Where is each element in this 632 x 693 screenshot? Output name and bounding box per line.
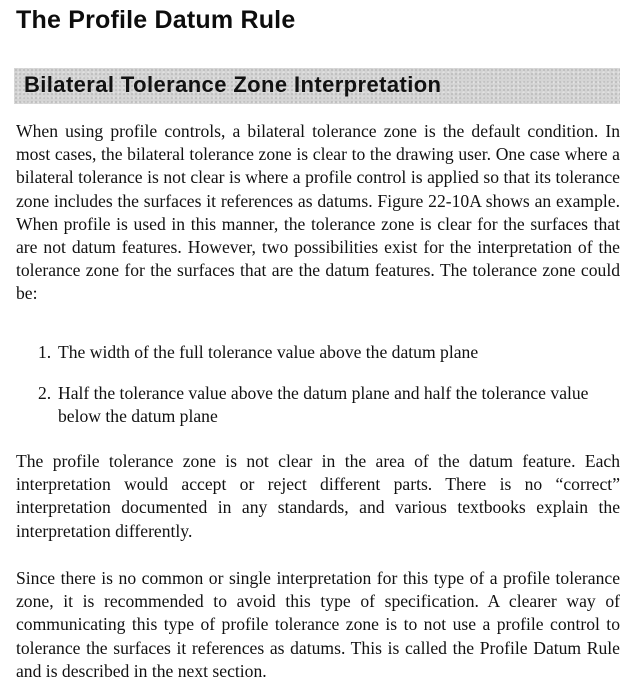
interpretation-list-1: [38, 341, 620, 364]
page-title: The Profile Datum Rule: [16, 6, 296, 34]
list-item-text: Half the tolerance value above the datum plane and half the tolerance value below the datum plane: [58, 383, 589, 427]
paragraph-intro: When using profile controls, a bilateral tolerance zone is the default condition. In most cases, the bilateral tolerance zone is clear to the drawing user. One case where a bilateral tolerance is not clear is where a profile control is applied so that its tolerance zone includes the surfaces it references as datums. Figure 22-10A shows an example. When profile is used in this manner, the tolerance zone is clear for the surfaces that are not datum features. However, two possibilities exist for the interpretation of the tolerance zone for the surfaces that are the datum features. The tolerance zone could be:: [16, 121, 620, 304]
section-heading: Bilateral Tolerance Zone Interpretation: [24, 72, 442, 97]
list-item: [38, 341, 620, 364]
list-item-text: The width of the full tolerance value above the datum plane: [58, 342, 479, 362]
list-item: [38, 382, 620, 428]
paragraph-recommendation: Since there is no common or single interpretation for this type of a profile tolerance zone, it is recommended to avoid this type of specification. A clearer way of communicating this type of profile tolerance zone is to not use a profile control to tolerance the surfaces it references as datums. This is called the Profile Datum Rule and is described in the next section.: [16, 568, 620, 681]
interpretation-list-2: [38, 382, 620, 428]
paragraph-unclear-zone: The profile tolerance zone is not clear in the area of the datum feature. Each interpretation would accept or reject different parts. There is no “correct” interpretation documented in any standards, and various textbooks explain the interpretation differently.: [16, 451, 620, 541]
list-item-number: 1.: [38, 342, 52, 362]
list-item-number: 2.: [38, 383, 52, 403]
